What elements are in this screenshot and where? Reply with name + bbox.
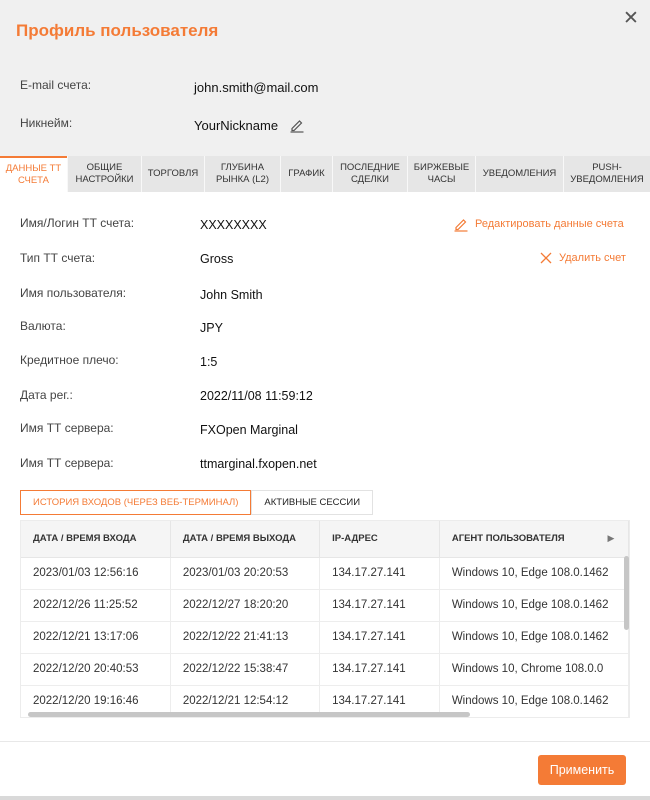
- login-label: Имя/Логин ТТ счета:: [20, 216, 135, 230]
- scroll-right-arrow-icon[interactable]: ▶: [607, 533, 615, 543]
- nickname-value: YourNickname: [194, 118, 279, 133]
- server-host-value: ttmarginal.fxopen.net: [200, 457, 317, 471]
- tab-notifications[interactable]: УВЕДОМЛЕНИЯ: [475, 156, 563, 192]
- tab-push-notifications[interactable]: PUSH-УВЕДОМЛЕНИЯ: [563, 156, 650, 192]
- column-header-login-time[interactable]: ДАТА / ВРЕМЯ ВХОДА: [21, 521, 170, 557]
- footer-divider: [0, 741, 650, 742]
- table-row: [21, 557, 629, 589]
- cell-login-time: 2023/01/03 12:56:16: [21, 557, 170, 589]
- dialog-header: [0, 0, 650, 156]
- cell-logout-time: 2022/12/22 21:41:13: [170, 621, 319, 653]
- cell-user-agent: Windows 10, Edge 108.0.1462: [439, 557, 628, 589]
- cell-ip-address: 134.17.27.141: [320, 653, 440, 685]
- history-table: [21, 521, 629, 718]
- server-name-label: Имя ТТ сервера:: [20, 421, 114, 435]
- account-type-label: Тип ТТ счета:: [20, 251, 96, 265]
- table-row: [21, 589, 629, 621]
- cell-user-agent: Windows 10, Edge 108.0.1462: [439, 621, 628, 653]
- cell-ip-address: 134.17.27.141: [320, 685, 440, 717]
- edit-account-link[interactable]: [453, 216, 624, 232]
- tab-chart[interactable]: ГРАФИК: [280, 156, 332, 192]
- vertical-scrollbar[interactable]: [624, 556, 629, 630]
- leverage-label: Кредитное плечо:: [20, 353, 119, 367]
- login-history-table: [20, 520, 630, 718]
- edit-pencil-icon: [453, 216, 469, 232]
- tab-trading[interactable]: ТОРГОВЛЯ: [141, 156, 204, 192]
- delete-account-link[interactable]: [539, 251, 626, 265]
- cell-login-time: 2022/12/20 19:16:46: [21, 685, 170, 717]
- cell-logout-time: 2022/12/22 15:38:47: [170, 653, 319, 685]
- settings-tabs: [0, 156, 650, 192]
- table-row: [21, 653, 629, 685]
- account-type-value: Gross: [200, 252, 234, 266]
- tab-market-hours[interactable]: БИРЖЕВЫЕ ЧАСЫ: [407, 156, 475, 192]
- email-value: john.smith@mail.com: [194, 80, 319, 95]
- cell-login-time: 2022/12/20 20:40:53: [21, 653, 170, 685]
- cell-logout-time: 2023/01/03 20:20:53: [170, 557, 319, 589]
- cell-ip-address: 134.17.27.141: [320, 621, 440, 653]
- cell-ip-address: 134.17.27.141: [320, 589, 440, 621]
- tab-tt-account-data[interactable]: ДАННЫЕ ТТ СЧЕТА: [0, 156, 67, 192]
- email-label: E-mail счета:: [20, 78, 92, 92]
- tab-active-sessions[interactable]: АКТИВНЫЕ СЕССИИ: [251, 490, 373, 515]
- cell-user-agent: Windows 10, Chrome 108.0.0: [439, 653, 628, 685]
- table-header-row: [21, 521, 629, 557]
- edit-nickname-pencil-icon[interactable]: [289, 117, 305, 138]
- currency-label: Валюта:: [20, 319, 66, 333]
- cell-user-agent: Windows 10, Edge 108.0.1462: [439, 685, 628, 717]
- tab-recent-trades[interactable]: ПОСЛЕДНИЕ СДЕЛКИ: [332, 156, 407, 192]
- tab-general-settings[interactable]: ОБЩИЕ НАСТРОЙКИ: [67, 156, 141, 192]
- cell-logout-time: 2022/12/21 12:54:12: [170, 685, 319, 717]
- cell-ip-address: 134.17.27.141: [320, 557, 440, 589]
- delete-account-label: Удалить счет: [559, 252, 626, 264]
- registration-date-value: 2022/11/08 11:59:12: [200, 389, 313, 403]
- column-header-user-agent[interactable]: АГЕНТ ПОЛЬЗОВАТЕЛЯ: [439, 521, 628, 557]
- history-subtabs: [20, 490, 373, 515]
- close-x-icon: [539, 251, 553, 265]
- tab-market-depth[interactable]: ГЛУБИНА РЫНКА (L2): [204, 156, 280, 192]
- currency-value: JPY: [200, 321, 223, 335]
- registration-date-label: Дата рег.:: [20, 388, 73, 402]
- cell-login-time: 2022/12/26 11:25:52: [21, 589, 170, 621]
- dialog-title: Профиль пользователя: [16, 21, 219, 40]
- username-label: Имя пользователя:: [20, 286, 127, 300]
- login-value: XXXXXXXX: [200, 218, 267, 232]
- username-value: John Smith: [200, 288, 263, 302]
- cell-user-agent: Windows 10, Edge 108.0.1462: [439, 589, 628, 621]
- horizontal-scrollbar[interactable]: [28, 712, 470, 717]
- column-header-logout-time[interactable]: ДАТА / ВРЕМЯ ВЫХОДА: [170, 521, 319, 557]
- cell-login-time: 2022/12/21 13:17:06: [21, 621, 170, 653]
- tab-login-history[interactable]: ИСТОРИЯ ВХОДОВ (ЧЕРЕЗ ВЕБ-ТЕРМИНАЛ): [20, 490, 251, 515]
- server-host-label: Имя ТТ сервера:: [20, 456, 114, 470]
- apply-button[interactable]: Применить: [538, 755, 626, 785]
- column-header-ip-address[interactable]: IP-АДРЕС: [320, 521, 440, 557]
- close-icon[interactable]: ✕: [623, 8, 639, 29]
- nickname-label: Никнейм:: [20, 116, 73, 130]
- cell-logout-time: 2022/12/27 18:20:20: [170, 589, 319, 621]
- leverage-value: 1:5: [200, 355, 218, 369]
- table-row: [21, 621, 629, 653]
- server-name-value: FXOpen Marginal: [200, 423, 298, 437]
- edit-account-label: Редактировать данные счета: [475, 218, 624, 230]
